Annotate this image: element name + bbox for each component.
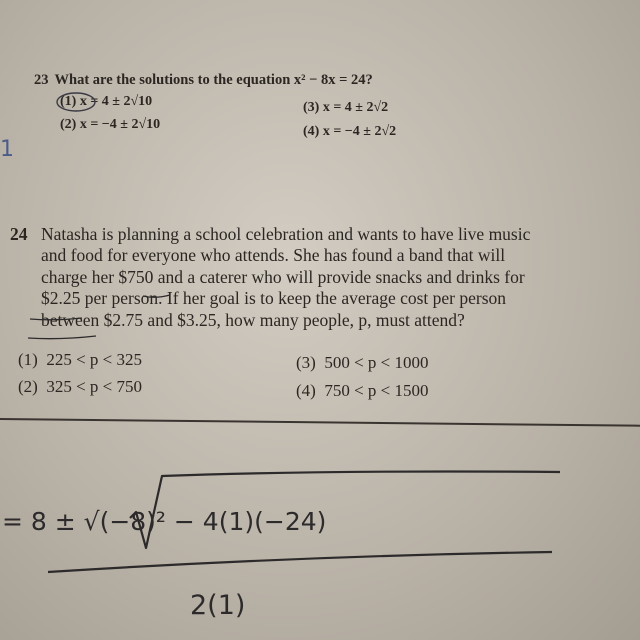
question-23-option-2[interactable]: (2) x = −4 ± 2√10 [60, 117, 161, 132]
handwritten-denominator: 2(1) [190, 590, 246, 621]
question-24-line-2: and food for everyone who attends. She has found a band that will [41, 245, 506, 266]
question-24-line-4: $2.25 per person. If her goal is to keep the average cost per person [41, 288, 507, 309]
question-24-line-5: between $2.75 and $3.25, how many people, p, must attend? [41, 309, 465, 330]
question-24-line-1: Natasha is planning a school celebration and wants to have live music [41, 224, 531, 244]
answer-circle-icon [57, 93, 95, 111]
underline-between [28, 336, 96, 339]
question-23-text: What are the solutions to the equation x² − 8x = 24? [54, 72, 373, 88]
question-23-option-4[interactable]: (4) x = −4 ± 2√2 [303, 124, 397, 139]
underline-225 [30, 318, 82, 320]
underline-750 [143, 295, 170, 297]
question-24-option-3[interactable]: (3) 500 < p < 1000 [296, 353, 429, 372]
question-24-option-1[interactable]: (1) 225 < p < 325 [18, 350, 143, 369]
question-23-number: 23 [34, 72, 49, 88]
fraction-bar [48, 552, 552, 572]
handwritten-numerator: = 8 ± √(−8)² − 4(1)(−24) [2, 507, 327, 536]
question-24-number: 24 [10, 224, 28, 244]
question-23-option-3[interactable]: (3) x = 4 ± 2√2 [303, 100, 389, 115]
margin-mark: 1 [0, 137, 14, 162]
question-24-line-3: charge her $750 and a caterer who will provide snacks and drinks for [41, 266, 525, 287]
question-24-option-4[interactable]: (4) 750 < p < 1500 [296, 381, 429, 400]
question-24-option-2[interactable]: (2) 325 < p < 750 [18, 377, 143, 396]
question-23-option-1[interactable]: (1) x = 4 ± 2√10 [60, 94, 153, 109]
